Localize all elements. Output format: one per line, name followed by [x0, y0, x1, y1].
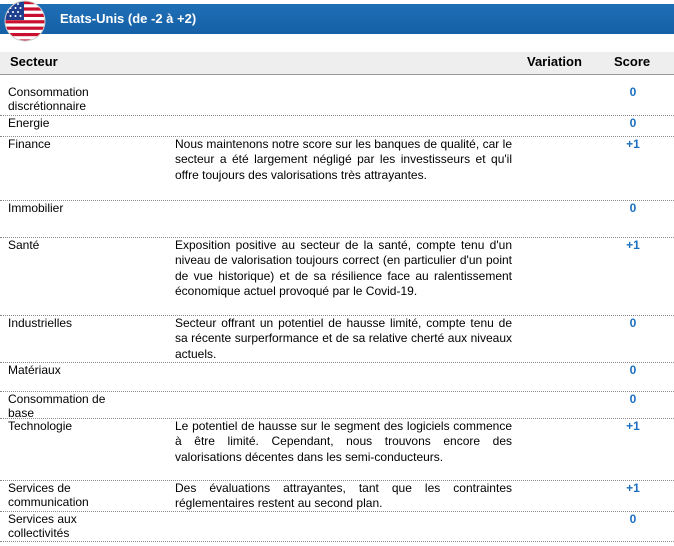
- sector-score: 0: [629, 201, 637, 215]
- table-row: [0, 363, 674, 392]
- sector-label: Consommation discrétionnaire: [8, 85, 89, 113]
- table-row: [0, 512, 674, 542]
- sector-score: +1: [626, 238, 640, 252]
- table-row: [0, 392, 674, 419]
- table-row: [0, 238, 674, 316]
- sector-score: 0: [629, 85, 637, 99]
- table-row: [0, 137, 674, 201]
- us-flag-icon: [4, 0, 46, 42]
- sector-label: Services aux collectivités: [8, 512, 77, 540]
- sector-label: Immobilier: [8, 201, 64, 215]
- sector-label: Consommation de base: [8, 392, 106, 420]
- table-title: Etats-Unis (de -2 à +2): [60, 11, 197, 26]
- sector-label: Santé: [8, 238, 40, 252]
- table-title-bar: [0, 4, 674, 34]
- sector-comment: Le potentiel de hausse sur le segment des logiciels commence à être limité. Cependant, nous trouvons encore des valorisations décentes dans les semi-conducteurs.: [175, 419, 512, 464]
- sector-score: +1: [626, 419, 640, 433]
- sector-label: Energie: [8, 116, 50, 130]
- sector-label: Finance: [8, 137, 51, 151]
- sector-label: Industrielles: [8, 316, 73, 330]
- column-header-variation: Variation: [527, 54, 582, 69]
- sector-label: Technologie: [8, 419, 73, 433]
- sector-score: 0: [629, 392, 637, 406]
- table-row: [0, 419, 674, 481]
- column-header-sector: Secteur: [10, 54, 58, 69]
- table-row: [0, 116, 674, 137]
- sector-comment: Secteur offrant un potentiel de hausse limité, compte tenu de sa récente surperformance et de sa relative cherté aux niveaux actuels.: [175, 316, 512, 361]
- column-header-row: [0, 52, 674, 75]
- sector-comment: Des évaluations attrayantes, tant que les contraintes réglementaires restent au second plan.: [175, 481, 512, 511]
- sector-label: Matériaux: [8, 363, 61, 377]
- table-row: [0, 481, 674, 512]
- sector-comment: Nous maintenons notre score sur les banques de qualité, car le secteur a été largement négligé par les investisseurs et qu'il offre toujours des valorisations très attrayantes.: [175, 137, 512, 182]
- table-row: [0, 316, 674, 363]
- table-row: [0, 201, 674, 238]
- sector-label: Services de communication: [8, 481, 89, 509]
- sector-score: +1: [626, 481, 640, 495]
- sector-score: 0: [629, 363, 637, 377]
- sector-score: 0: [629, 316, 637, 330]
- sector-score: 0: [629, 116, 637, 130]
- sector-score: 0: [629, 512, 637, 526]
- sector-score: +1: [626, 137, 640, 151]
- column-header-score: Score: [614, 54, 651, 69]
- sector-comment: Exposition positive au secteur de la santé, compte tenu d'un niveau de valorisation toujours correct (en particulier d'un point de vue historique) et de sa résilience face au ralentissement économique actuel provoqué par le Covid-19.: [175, 238, 512, 299]
- table-row: [0, 85, 674, 116]
